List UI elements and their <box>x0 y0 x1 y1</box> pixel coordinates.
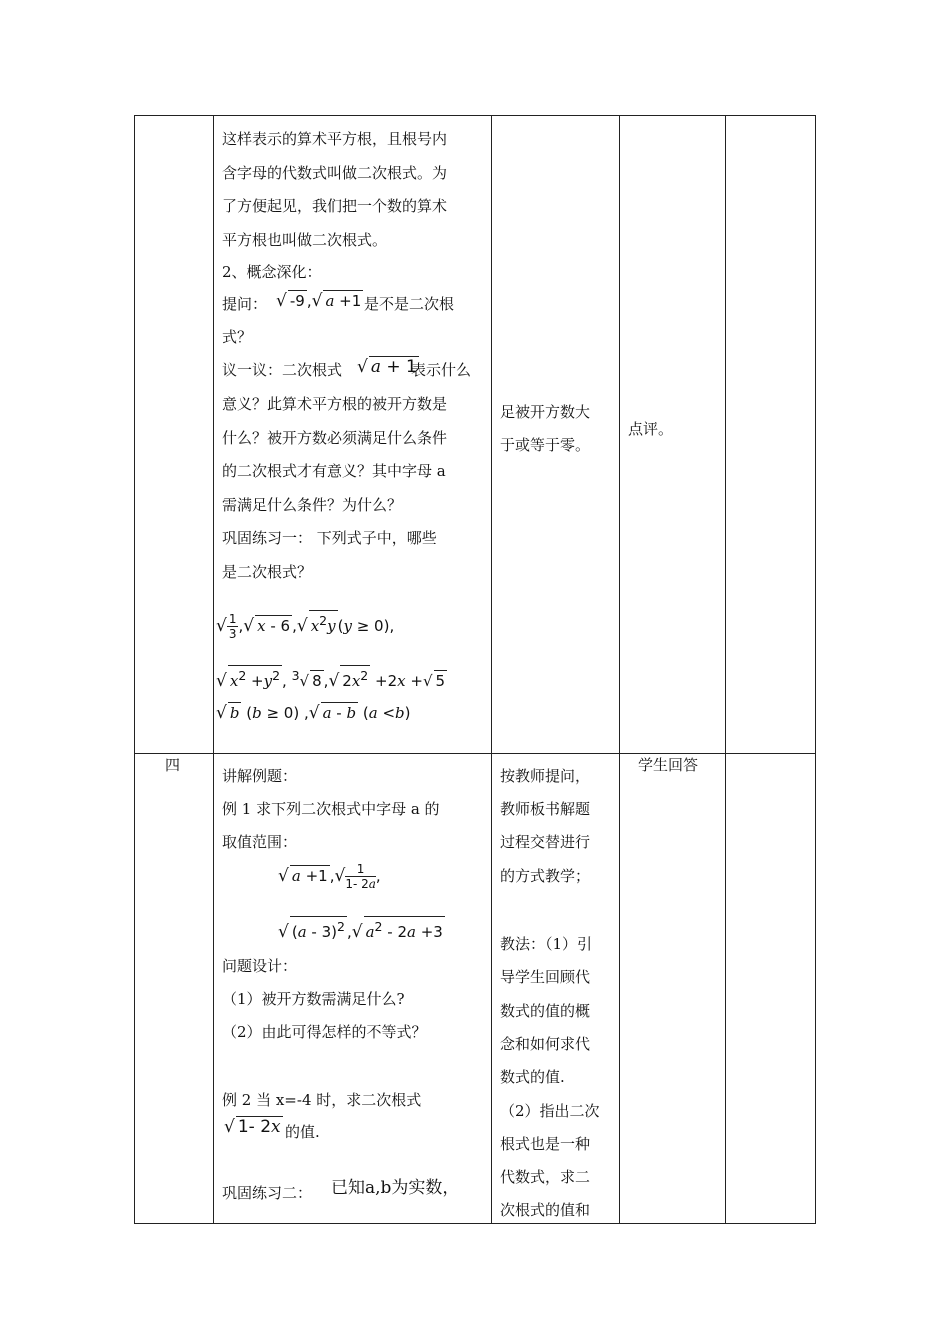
math-practice2-text: 已知a,b为实数， <box>331 1178 460 1198</box>
row2-activity-line: 教师板书解题 <box>500 800 591 818</box>
math-example1-line2: √ (a - 3)$^2$ ,√ $a^2 - 2a +3$ <box>278 916 445 942</box>
row1-content-line: 提问： <box>222 295 268 313</box>
row2-activity-line: 数式的值. <box>500 1068 565 1086</box>
row1-content-line: 是二次根式？ <box>222 563 313 581</box>
table-border-right <box>815 115 816 1224</box>
row2-activity-line: 导学生回顾代 <box>500 968 591 986</box>
math-practice1-line1: √ $\frac{1}{3}$ ,√ x - 6 ,√ $x^2y$ (y ≥ 0), <box>216 612 395 641</box>
row2-design-text: 学生回答 <box>638 756 699 774</box>
row2-content-line: 取值范围： <box>222 833 298 851</box>
row1-content-line: 平方根也叫做二次根式。 <box>222 231 388 249</box>
math-practice1-line2: √ $x^2 +y^2$ , $^3$√ 8 ,√ $2x^2 +2x$ +√ 5 <box>216 665 447 691</box>
row1-content-line: 议一议：二次根式 <box>222 361 343 379</box>
row-divider <box>134 753 816 754</box>
math-example1-line1: √ a +1 ,√ $\frac{1}{1- 2a}$ , <box>278 862 381 891</box>
row2-activity-line: 按教师提问， <box>500 767 591 785</box>
row2-content-line: 的值. <box>285 1123 320 1141</box>
column-divider <box>619 115 620 1224</box>
row1-content-line: 意义？此算术平方根的被开方数是 <box>222 395 448 413</box>
math-sqrt-1-minus-2x: √ 1- 2x <box>224 1117 281 1137</box>
row2-activity-line: 教法：（1）引 <box>500 935 593 953</box>
row2-activity-line: 数式的值的概 <box>500 1002 591 1020</box>
row1-content-line: 的二次根式才有意义？其中字母 a <box>222 462 446 480</box>
row1-content-line: 什么？被开方数必须满足什么条件 <box>222 429 448 447</box>
row1-content-line: 2、概念深化： <box>222 263 322 281</box>
row2-activity-line: 根式也是一种 <box>500 1135 591 1153</box>
row2-activity-line: 代数式，求二 <box>500 1168 591 1186</box>
row1-content-line: 表示什么 <box>411 361 472 379</box>
row1-content-line: 了方便起见，我们把一个数的算术 <box>222 197 448 215</box>
row2-content-line: （2）由此可得怎样的不等式？ <box>222 1023 427 1041</box>
row2-activity-line: 次根式的值和 <box>500 1201 591 1219</box>
row1-content-line: 是不是二次根 <box>364 295 455 313</box>
row2-step-label: 四 <box>165 756 181 774</box>
row1-content-line: 巩固练习一： 下列式子中，哪些 <box>222 529 437 547</box>
table-border-bottom <box>134 1223 816 1224</box>
column-divider <box>725 115 726 1224</box>
row2-activity-line: 过程交替进行 <box>500 833 591 851</box>
row1-content-line: 需满足什么条件？为什么？ <box>222 496 403 514</box>
row1-content-line: 式？ <box>222 328 253 346</box>
row2-activity-line: 的方式教学； <box>500 867 591 885</box>
row2-content-line: 例 2 当 x=-4 时，求二次根式 <box>222 1091 422 1109</box>
column-divider <box>491 115 492 1224</box>
row2-content-line: 问题设计： <box>222 957 298 975</box>
column-divider <box>213 115 214 1224</box>
row1-content-line: 这样表示的算术平方根，且根号内 <box>222 130 448 148</box>
row1-activity-line: 于或等于零。 <box>500 436 591 454</box>
row2-activity-line: （2）指出二次 <box>500 1102 600 1120</box>
row1-activity-line: 足被开方数大 <box>500 403 591 421</box>
row2-activity-line: 念和如何求代 <box>500 1035 591 1053</box>
math-sqrt-a-plus-1: √ a + 1 <box>357 357 417 377</box>
row1-content-line: 含字母的代数式叫做二次根式。为 <box>222 164 448 182</box>
row2-content-line: 例 1 求下列二次根式中字母 a 的 <box>222 800 440 818</box>
row1-design-text: 点评。 <box>628 420 674 438</box>
table-border-top <box>134 115 816 116</box>
row2-content-line: （1）被开方数需满足什么? <box>222 990 405 1008</box>
row2-content-line: 巩固练习二： <box>222 1184 313 1202</box>
math-sqrt-minus9-sqrt-a-plus1: √ -9 ,√ a +1 <box>276 291 362 311</box>
math-practice1-line3: √ b (b ≥ 0) ,√ a - b (a <b) <box>216 703 411 723</box>
table-border-left <box>134 115 135 1224</box>
row2-content-line: 讲解例题： <box>222 767 298 785</box>
